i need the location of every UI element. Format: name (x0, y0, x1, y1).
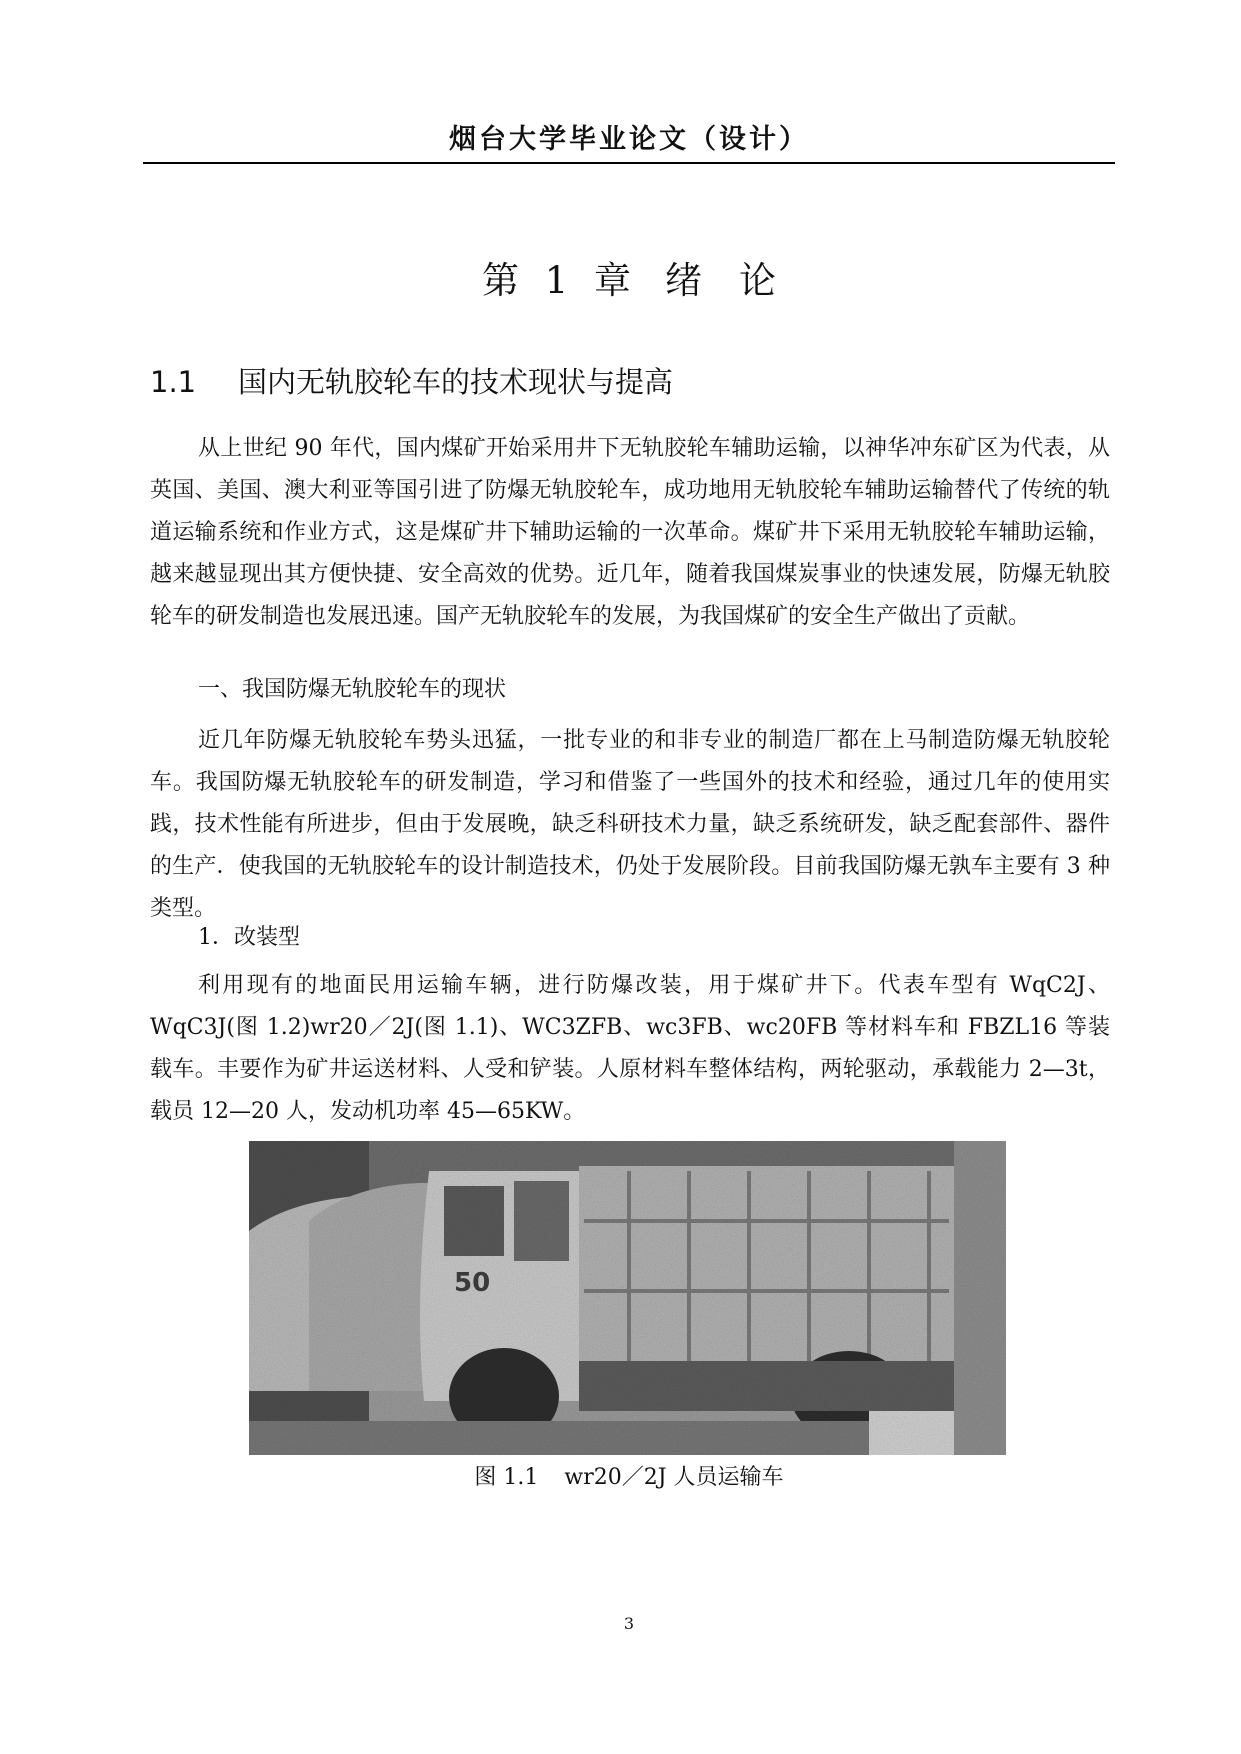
page-number: 3 (623, 1614, 635, 1633)
section-title: 国内无轨胶轮车的技术现状与提高 (238, 365, 674, 399)
section-number: 1.1 (150, 365, 197, 399)
vehicle-photo (249, 1141, 1006, 1455)
section-heading (150, 361, 1110, 403)
chapter-label: 第 1 章 (481, 259, 632, 302)
subheading-modified-type: 1．改装型 (198, 925, 300, 950)
running-header: 烟台大学毕业论文（设计） (449, 124, 809, 155)
figure-caption (143, 1460, 1115, 1496)
subheading-status: 一、我国防爆无轨胶轮车的现状 (198, 677, 507, 702)
figure-caption-label: 图 1.1 (474, 1465, 539, 1490)
figure-personnel-transport-vehicle (249, 1141, 1006, 1455)
paragraph-modified-type: 利用现有的地面民用运输车辆，进行防爆改装，用于煤矿井下。代表车型有 WqC2J、WqC3J(图 1.2)wr20／2J(图 1.1)、WC3ZFB、wc3FB、wc20FB 等材料车和 FBZL16 等装载车。丰要作为矿井运送材料、人受和铲装。人原材料车整体结构，两轮驱动，承载能力 2—3t，载员 12—20 人，发动机功率 45—65KW。 (150, 973, 1110, 1124)
paragraph-status: 近几年防爆无轨胶轮车势头迅猛，一批专业的和非专业的制造厂都在上马制造防爆无轨胶轮车。我国防爆无轨胶轮车的研发制造，学习和借鉴了一些国外的技术和经验，通过几年的使用实践，技术性能有所进步，但由于发展晚，缺乏科研技术力量，缺乏系统研发，缺乏配套部件、器件的生产．使我国的无轨胶轮车的设计制造技术，仍处于发展阶段。目前我国防爆无孰车主要有 3 种类型。 (150, 728, 1110, 921)
figure-caption-text: wr20／2J 人员运输车 (564, 1465, 784, 1490)
paragraph-intro: 从上世纪 90 年代，国内煤矿开始采用井下无轨胶轮车辅助运输，以神华冲东矿区为代表，从英国、美国、澳大利亚等国引进了防爆无轨胶轮车，成功地用无轨胶轮车辅助运输替代了传统的轨道运输系统和作业方式，这是煤矿井下辅助运输的一次革命。煤矿井下采用无轨胶轮车辅助运输，越来越显现出其方便快捷、安全高效的优势。近几年，随着我国煤炭事业的快速发展，防爆无轨胶轮车的研发制造也发展迅速。国产无轨胶轮车的发展，为我国煤矿的安全生产做出了贡献。 (150, 436, 1110, 629)
cab-number-label: 50 (454, 1268, 491, 1298)
chapter-title (143, 256, 1115, 306)
header-rule (143, 162, 1115, 164)
chapter-name: 绪 论 (665, 259, 777, 302)
